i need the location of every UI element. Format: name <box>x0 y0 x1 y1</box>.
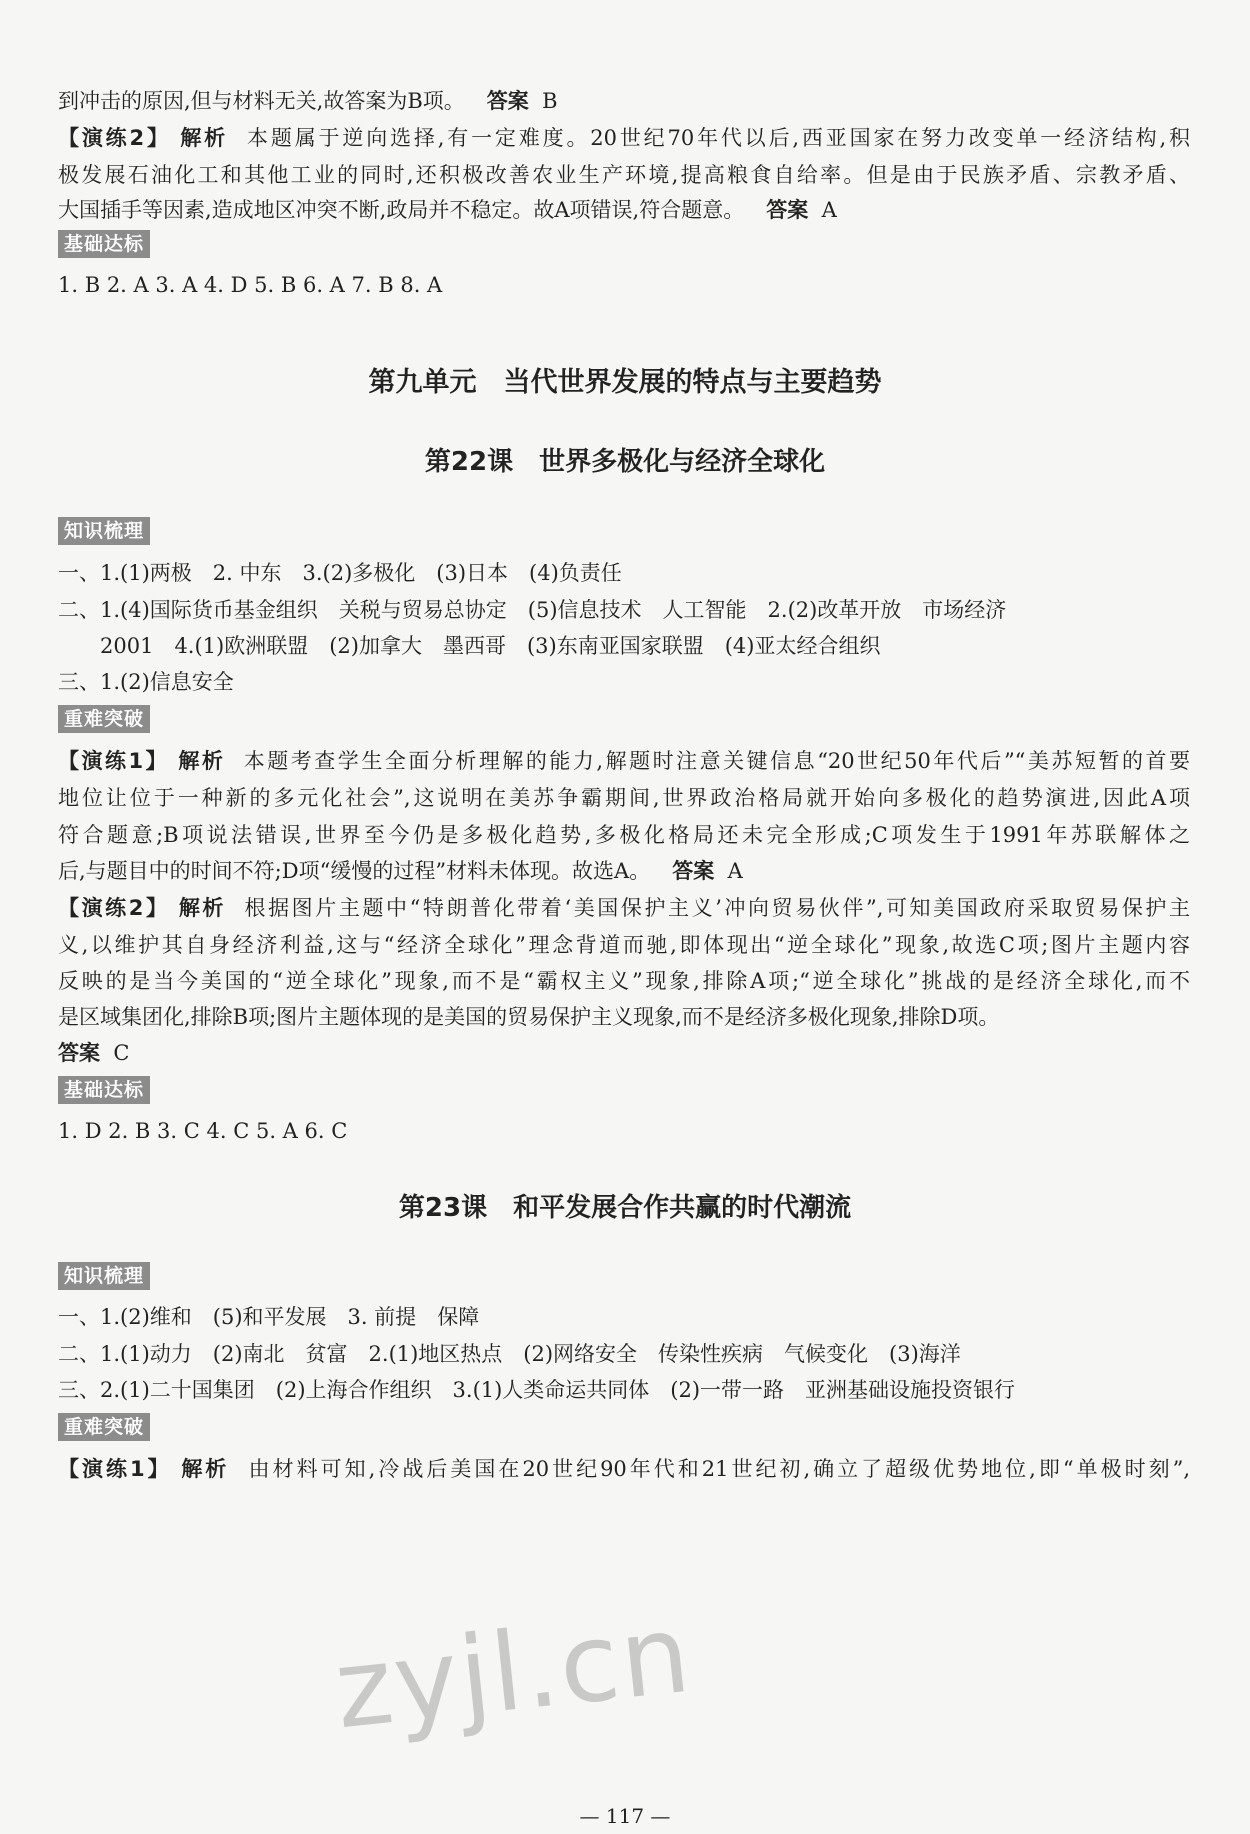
text-line: 【演练2】 解析 根据图片主题中“特朗普化带着‘美国保护主义’冲向贸易伙伴”,可知美国政府采取贸易保护主 <box>58 896 1190 920</box>
text-line: 到冲击的原因,但与材料无关,故答案为B项。 答案 B <box>58 89 558 113</box>
text-line: 【演练2】 解析 本题属于逆向选择,有一定难度。20世纪70年代以后,西亚国家在努力改变单一经济结构,积 <box>58 126 1191 150</box>
text-line: 极发展石油化工和其他工业的同时,还积极改善农业生产环境,提高粮食自给率。但是由于民族矛盾、宗教矛盾、 <box>58 163 1190 187</box>
answer-line: 1. D 2. B 3. C 4. C 5. A 6. C <box>58 1119 348 1143</box>
text-line: 地位让位于一种新的多元化社会”,这说明在美苏争霸期间,世界政治格局就开始向多极化的趋势演进,因此A项 <box>58 786 1190 810</box>
answer-line: 二、1.(4)国际货币基金组织 关税与贸易总协定 (5)信息技术 人工智能 2.(2)改革开放 市场经济 <box>58 598 1007 622</box>
lesson-title: 第23课 和平发展合作共赢的时代潮流 <box>398 1193 852 1223</box>
answer-line: 三、2.(1)二十国集团 (2)上海合作组织 3.(1)人类命运共同体 (2)一带一路 亚洲基础设施投资银行 <box>58 1378 1016 1402</box>
unit-title: 第九单元 当代世界发展的特点与主要趋势 <box>368 367 882 398</box>
text-line: 符合题意;B项说法错误,世界至今仍是多极化趋势,多极化格局还未完全形成;C项发生于1991年苏联解体之 <box>58 823 1190 847</box>
text-line: 反映的是当今美国的“逆全球化”现象,而不是“霸权主义”现象,排除A项;“逆全球化”挑战的是经济全球化,而不 <box>58 969 1190 993</box>
section-tag-basic: 基础达标 <box>58 230 150 258</box>
section-tag-knowledge: 知识梳理 <box>58 517 150 545</box>
answer-line: 一、1.(2)维和 (5)和平发展 3. 前提 保障 <box>58 1305 480 1329</box>
text-line: 大国插手等因素,造成地区冲突不断,政局并不稳定。故A项错误,符合题意。 答案 A <box>58 198 837 222</box>
answer-line: 1. B 2. A 3. A 4. D 5. B 6. A 7. B 8. A <box>58 273 443 297</box>
lesson-title: 第22课 世界多极化与经济全球化 <box>424 447 826 477</box>
text-line: 是区域集团化,排除B项;图片主题体现的是美国的贸易保护主义现象,而不是经济多极化现象,排除D项。 <box>58 1005 1000 1029</box>
text-line: 义,以维护其自身经济利益,这与“经济全球化”理念背道而驰,即体现出“逆全球化”现象,故选C项;图片主题内容 <box>58 933 1190 957</box>
text-line: 后,与题目中的时间不符;D项“缓慢的过程”材料未体现。故选A。 答案 A <box>58 859 743 883</box>
answer-line: 一、1.(1)两极 2. 中东 3.(2)多极化 (3)日本 (4)负责任 <box>58 561 622 585</box>
text-line: 【演练1】 解析 由材料可知,冷战后美国在20世纪90年代和21世纪初,确立了超级优势地位,即“单极时刻”, <box>58 1457 1190 1481</box>
text-line: 【演练1】 解析 本题考查学生全面分析理解的能力,解题时注意关键信息“20世纪50年代后”“美苏短暂的首要 <box>58 749 1190 773</box>
text-line: 答案 C <box>58 1041 130 1065</box>
answer-line: 二、1.(1)动力 (2)南北 贫富 2.(1)地区热点 (2)网络安全 传染性疾病 气候变化 (3)海洋 <box>58 1342 961 1366</box>
answer-line: 三、1.(2)信息安全 <box>58 670 234 694</box>
section-tag-difficult: 重难突破 <box>58 1413 150 1441</box>
page-number: — 117 — <box>579 1804 671 1828</box>
answer-line: 2001 4.(1)欧洲联盟 (2)加拿大 墨西哥 (3)东南亚国家联盟 (4)亚太经合组织 <box>100 634 881 658</box>
section-tag-knowledge: 知识梳理 <box>58 1262 150 1290</box>
section-tag-basic: 基础达标 <box>58 1076 150 1104</box>
section-tag-difficult: 重难突破 <box>58 705 150 733</box>
watermark: zyjl.cn <box>329 1591 698 1754</box>
